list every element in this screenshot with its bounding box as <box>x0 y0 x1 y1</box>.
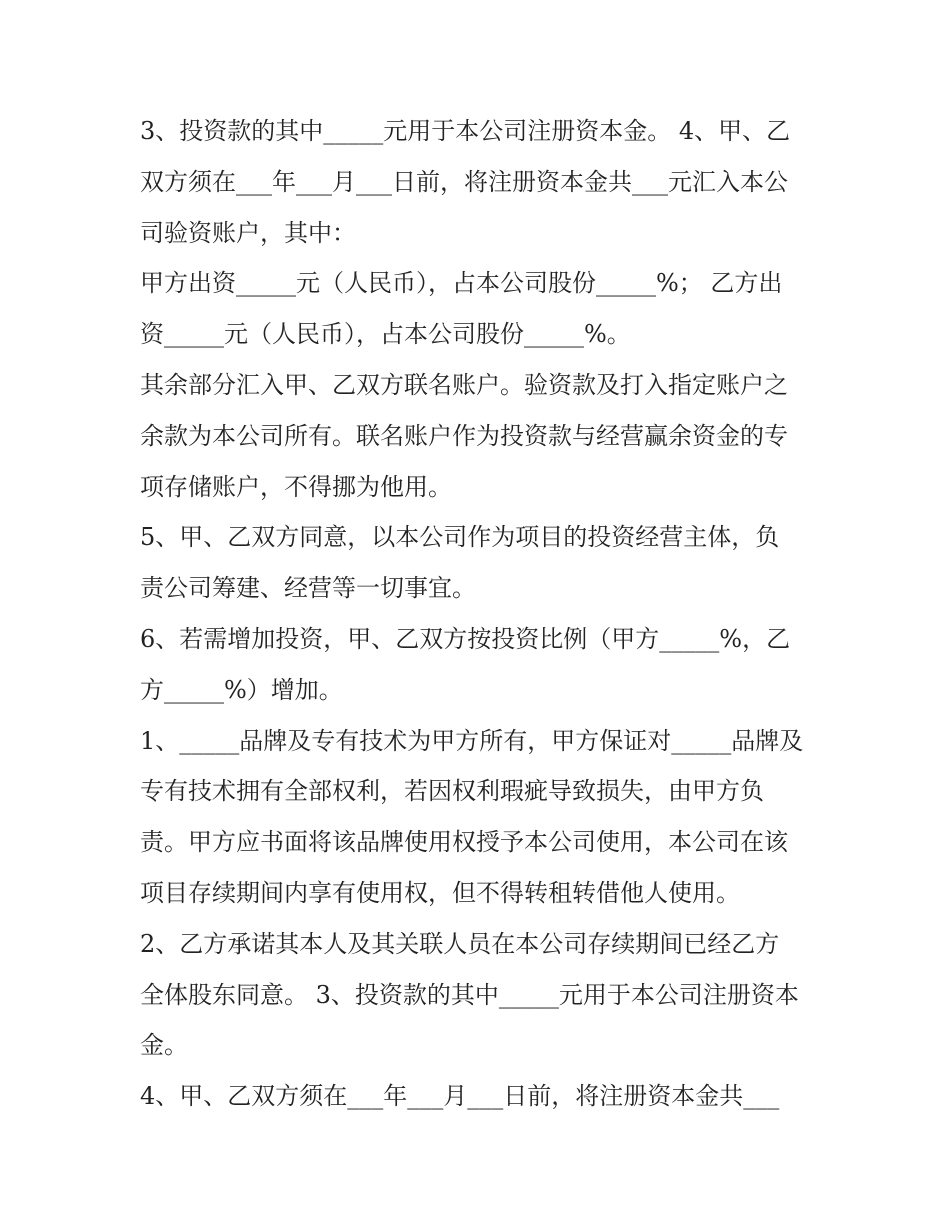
text-line: 其余部分汇入甲、乙双方联名账户。验资款及打入指定账户之 <box>140 370 788 399</box>
text-line: 6、若需增加投资，甲、乙双方按投资比例（甲方_____%，乙 <box>140 624 791 653</box>
text-line: 双方须在___年___月___日前，将注册资本金共___元汇入本公 <box>140 167 788 196</box>
text-line: 2、乙方承诺其本人及其关联人员在本公司存续期间已经乙方 <box>140 929 780 958</box>
text-line: 项目存续期间内享有使用权，但不得转租转借他人使用。 <box>140 878 740 907</box>
text-line: 司验资账户，其中： <box>140 218 356 247</box>
text-line: 甲方出资_____元（人民币），占本公司股份_____%； 乙方出 <box>140 269 783 298</box>
text-line: 1、_____品牌及专有技术为甲方所有，甲方保证对_____品牌及 <box>140 726 804 755</box>
text-line: 项存储账户，不得挪为他用。 <box>140 472 452 501</box>
text-line: 专有技术拥有全部权利，若因权利瑕疵导致损失，由甲方负 <box>140 777 764 806</box>
text-line: 余款为本公司所有。联名账户作为投资款与经营赢余资金的专 <box>140 421 788 450</box>
contract-body <box>140 106 820 1122</box>
text-line: 金。 <box>140 1031 188 1060</box>
text-line: 4、甲、乙双方须在___年___月___日前，将注册资本金共___ <box>140 1082 780 1111</box>
text-line: 资_____元（人民币），占本公司股份_____%。 <box>140 320 631 349</box>
text-line: 责公司筹建、经营等一切事宜。 <box>140 574 476 603</box>
text-line: 5、甲、乙双方同意，以本公司作为项目的投资经营主体，负 <box>140 523 780 552</box>
text-line: 方_____%）增加。 <box>140 675 343 704</box>
text-line: 全体股东同意。 3、投资款的其中_____元用于本公司注册资本 <box>140 980 799 1009</box>
text-line: 责。甲方应书面将该品牌使用权授予本公司使用，本公司在该 <box>140 828 788 857</box>
text-line: 3、投资款的其中_____元用于本公司注册资本金。 4、甲、乙 <box>140 117 791 145</box>
